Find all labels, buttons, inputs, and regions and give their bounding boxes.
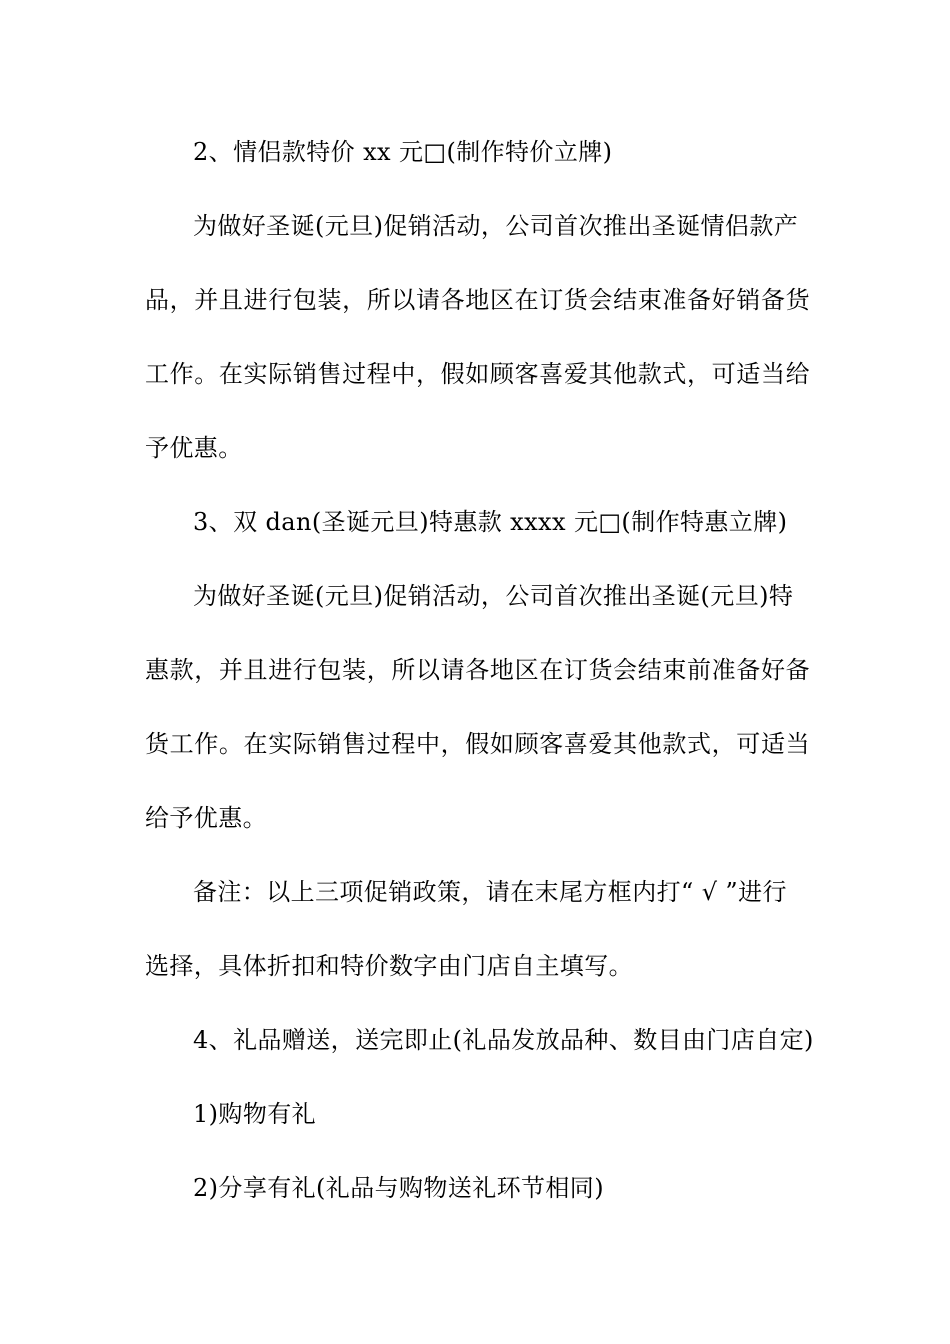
note-line-1: 备注：以上三项促销政策，请在末尾方框内打“ √ ”进行 — [193, 878, 787, 906]
paragraph-2-line-3: 货工作。在实际销售过程中，假如顾客喜爱其他款式，可适当 — [145, 730, 810, 758]
note-line-2: 选择，具体折扣和特价数字由门店自主填写。 — [145, 952, 633, 980]
subitem-2: 2)分享有礼(礼品与购物送礼环节相同) — [193, 1174, 604, 1202]
item-2-heading: 2、情侣款特价 xx 元□(制作特价立牌) — [193, 138, 613, 166]
paragraph-2-line-4: 给予优惠。 — [145, 804, 267, 832]
paragraph-2-line-2: 惠款，并且进行包装，所以请各地区在订货会结束前准备好备 — [145, 656, 810, 684]
subitem-1: 1)购物有礼 — [193, 1100, 317, 1128]
item-4-heading: 4、礼品赠送，送完即止(礼品发放品种、数目由门店自定) — [193, 1026, 814, 1054]
item-3-heading: 3、双 dan(圣诞元旦)特惠款 xxxx 元□(制作特惠立牌) — [193, 508, 788, 536]
paragraph-1-line-1: 为做好圣诞(元旦)促销活动，公司首次推出圣诞情侣款产 — [193, 212, 799, 240]
paragraph-1-line-3: 工作。在实际销售过程中，假如顾客喜爱其他款式，可适当给 — [145, 360, 810, 388]
paragraph-2-line-1: 为做好圣诞(元旦)促销活动，公司首次推出圣诞(元旦)特 — [193, 582, 794, 610]
paragraph-1-line-4: 予优惠。 — [145, 434, 243, 462]
paragraph-1-line-2: 品，并且进行包装，所以请各地区在订货会结束准备好销备货 — [145, 286, 810, 314]
